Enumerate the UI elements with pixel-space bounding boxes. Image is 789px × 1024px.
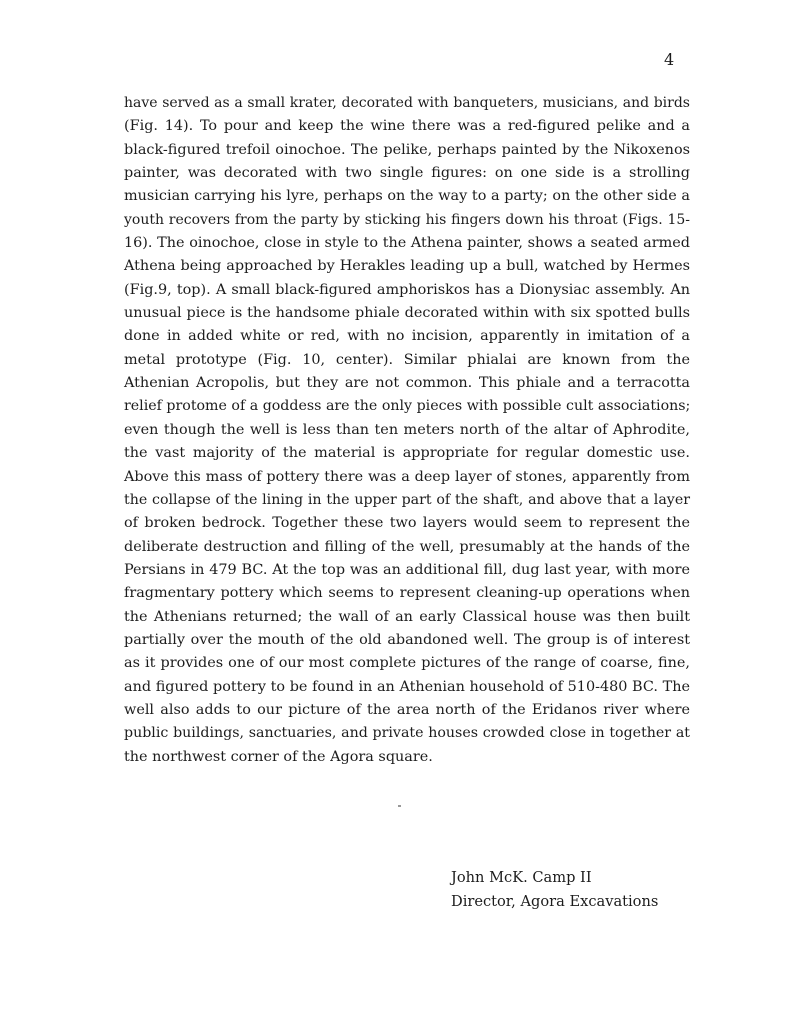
text-line: the northwest corner of the Agora square.	[124, 748, 433, 765]
text-line: and figured pottery to be found in an Athenian household of 510-480 BC. The	[124, 678, 690, 695]
page-number: 4	[664, 50, 675, 69]
signature-title: Director, Agora Excavations	[451, 892, 659, 910]
text-line: (Fig.9, top). A small black-figured amphoriskos has a Dionysiac assembly. An	[124, 281, 690, 298]
text-line: painter, was decorated with two single figures: on one side is a strolling	[124, 165, 690, 182]
text-line: musician carrying his lyre, perhaps on the way to a party; on the other side a	[124, 188, 690, 205]
text-line: Above this mass of pottery there was a deep layer of stones, apparently from	[124, 468, 690, 485]
text-line: of broken bedrock. Together these two layers would seem to represent the	[124, 515, 690, 532]
text-line: have served as a small krater, decorated with banqueters, musicians, and birds	[124, 95, 690, 111]
text-line: even though the well is less than ten meters north of the altar of Aphrodite,	[124, 421, 690, 438]
text-line: the collapse of the lining in the upper part of the shaft, and above that a layer	[124, 491, 690, 508]
text-line: Athenian Acropolis, but they are not common. This phiale and a terracotta	[124, 375, 690, 392]
text-line: unusual piece is the handsome phiale decorated within with six spotted bulls	[124, 305, 690, 322]
signature-block	[451, 866, 658, 913]
text-line: Athena being approached by Herakles leading up a bull, watched by Hermes	[124, 258, 690, 275]
body-text	[124, 92, 690, 769]
text-line: youth recovers from the party by sticking his fingers down his throat (Figs. 15-	[124, 211, 690, 228]
text-line: the vast majority of the material is appropriate for regular domestic use.	[124, 445, 690, 462]
text-line: partially over the mouth of the old abandoned well. The group is of interest	[124, 631, 690, 648]
scan-speck	[398, 805, 401, 807]
text-line: as it provides one of our most complete pictures of the range of coarse, fine,	[124, 655, 690, 672]
text-line: metal prototype (Fig. 10, center). Similar phialai are known from the	[124, 351, 690, 368]
text-line: (Fig. 14). To pour and keep the wine there was a red-figured pelike and a	[124, 118, 690, 135]
text-line: relief protome of a goddess are the only pieces with possible cult associations;	[124, 398, 691, 415]
text-line: fragmentary pottery which seems to represent cleaning-up operations when	[124, 585, 690, 602]
text-line: public buildings, sanctuaries, and private houses crowded close in together at	[124, 725, 690, 742]
signature-name: John McK. Camp II	[451, 869, 592, 886]
text-line: Persians in 479 BC. At the top was an additional fill, dug last year, with more	[124, 561, 690, 578]
text-line: 16). The oinochoe, close in style to the Athena painter, shows a seated armed	[124, 235, 690, 252]
text-line: the Athenians returned; the wall of an early Classical house was then built	[124, 608, 690, 625]
text-line: done in added white or red, with no incision, apparently in imitation of a	[124, 328, 690, 345]
text-line: black-figured trefoil oinochoe. The pelike, perhaps painted by the Nikoxenos	[124, 141, 690, 158]
text-line: well also adds to our picture of the area north of the Eridanos river where	[124, 701, 690, 718]
text-line: deliberate destruction and filling of the well, presumably at the hands of the	[124, 538, 690, 555]
